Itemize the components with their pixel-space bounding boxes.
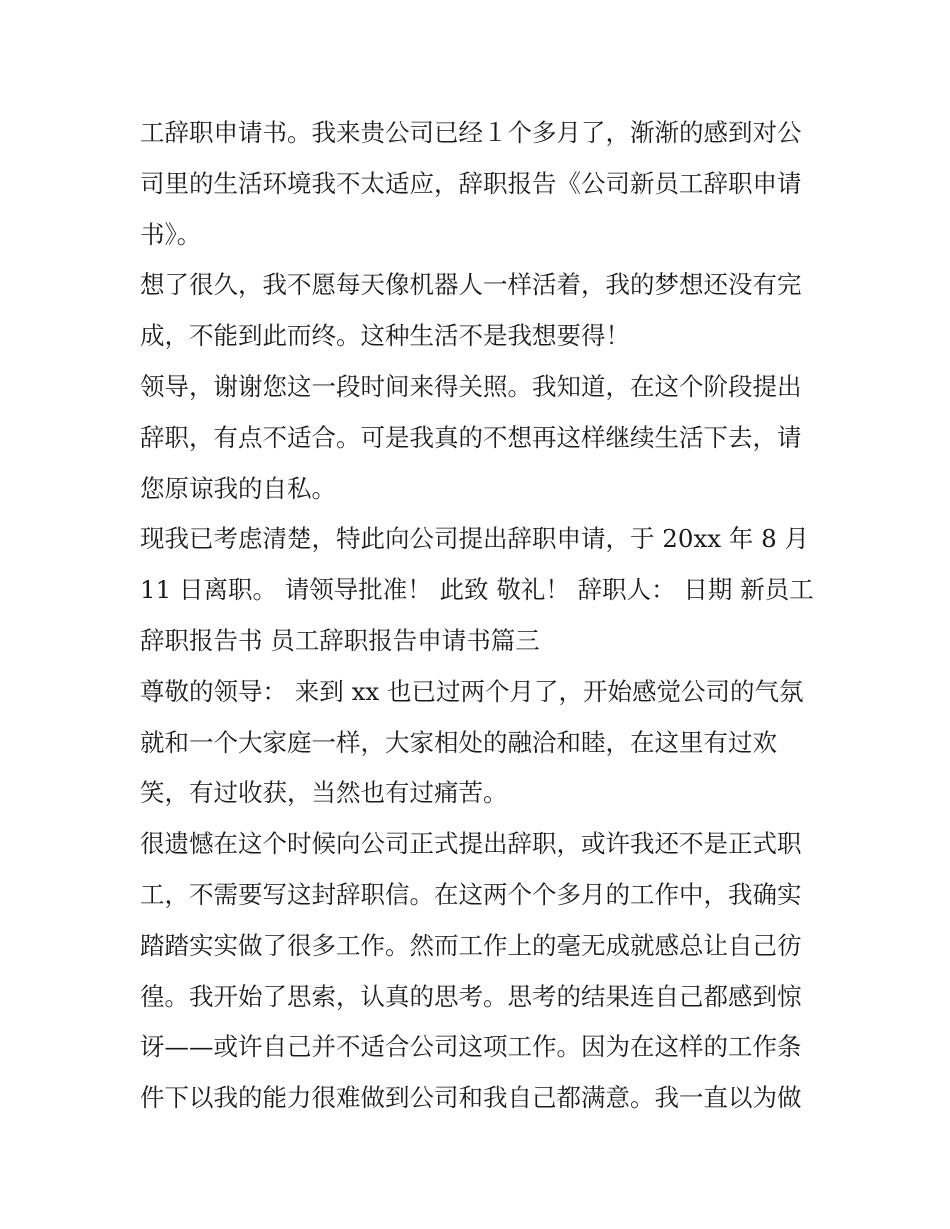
text-line: 徨。我开始了思索，认真的思考。思考的结果连自己都感到惊 <box>140 981 802 1011</box>
text-line: 辞职报告书 员工辞职报告申请书篇三 <box>140 625 540 655</box>
text-line: 司里的生活环境我不太适应，辞职报告《公司新员工辞职申请 <box>140 168 802 198</box>
text-line: 工，不需要写这封辞职信。在这两个个多月的工作中，我确实 <box>140 879 802 909</box>
text-line: 工辞职申请书。我来贵公司已经１个多月了，渐渐的感到对公 <box>140 118 802 147</box>
text-line: 踏踏实实做了很多工作。然而工作上的毫无成就感总让自己彷 <box>140 930 802 960</box>
text-line: 辞职，有点不适合。可是我真的不想再这样继续生活下去，请 <box>140 422 802 452</box>
text-line: 讶——或许自己并不适合公司这项工作。因为在这样的工作条 <box>140 1032 802 1062</box>
text-line: 尊敬的领导： 来到 xx 也已过两个月了，开始感觉公司的气氛 <box>140 676 804 706</box>
text-line: 想了很久，我不愿每天像机器人一样活着，我的梦想还没有完 <box>140 270 802 300</box>
text-line: 您原谅我的自私。 <box>140 473 336 503</box>
document-body <box>140 108 830 1124</box>
text-line: 成，不能到此而终。这种生活不是我想要得！ <box>140 321 630 351</box>
text-line: 笑，有过收获，当然也有过痛苦。 <box>140 778 508 808</box>
text-line: 领导，谢谢您这一段时间来得关照。我知道，在这个阶段提出 <box>140 371 802 401</box>
text-line: 很遗憾在这个时候向公司正式提出辞职，或许我还不是正式职 <box>140 829 802 859</box>
text-line: 书》。 <box>140 219 202 249</box>
text-line: 就和一个大家庭一样，大家相处的融洽和睦，在这里有过欢 <box>140 727 777 757</box>
text-line: 件下以我的能力很难做到公司和我自己都满意。我一直以为做 <box>140 1083 802 1113</box>
text-line: 现我已考虑清楚，特此向公司提出辞职申请，于 20xx 年 8 月 <box>140 524 810 554</box>
text-line: 11 日离职。 请领导批准！ 此致 敬礼！ 辞职人： 日期 新员工 <box>140 575 814 605</box>
